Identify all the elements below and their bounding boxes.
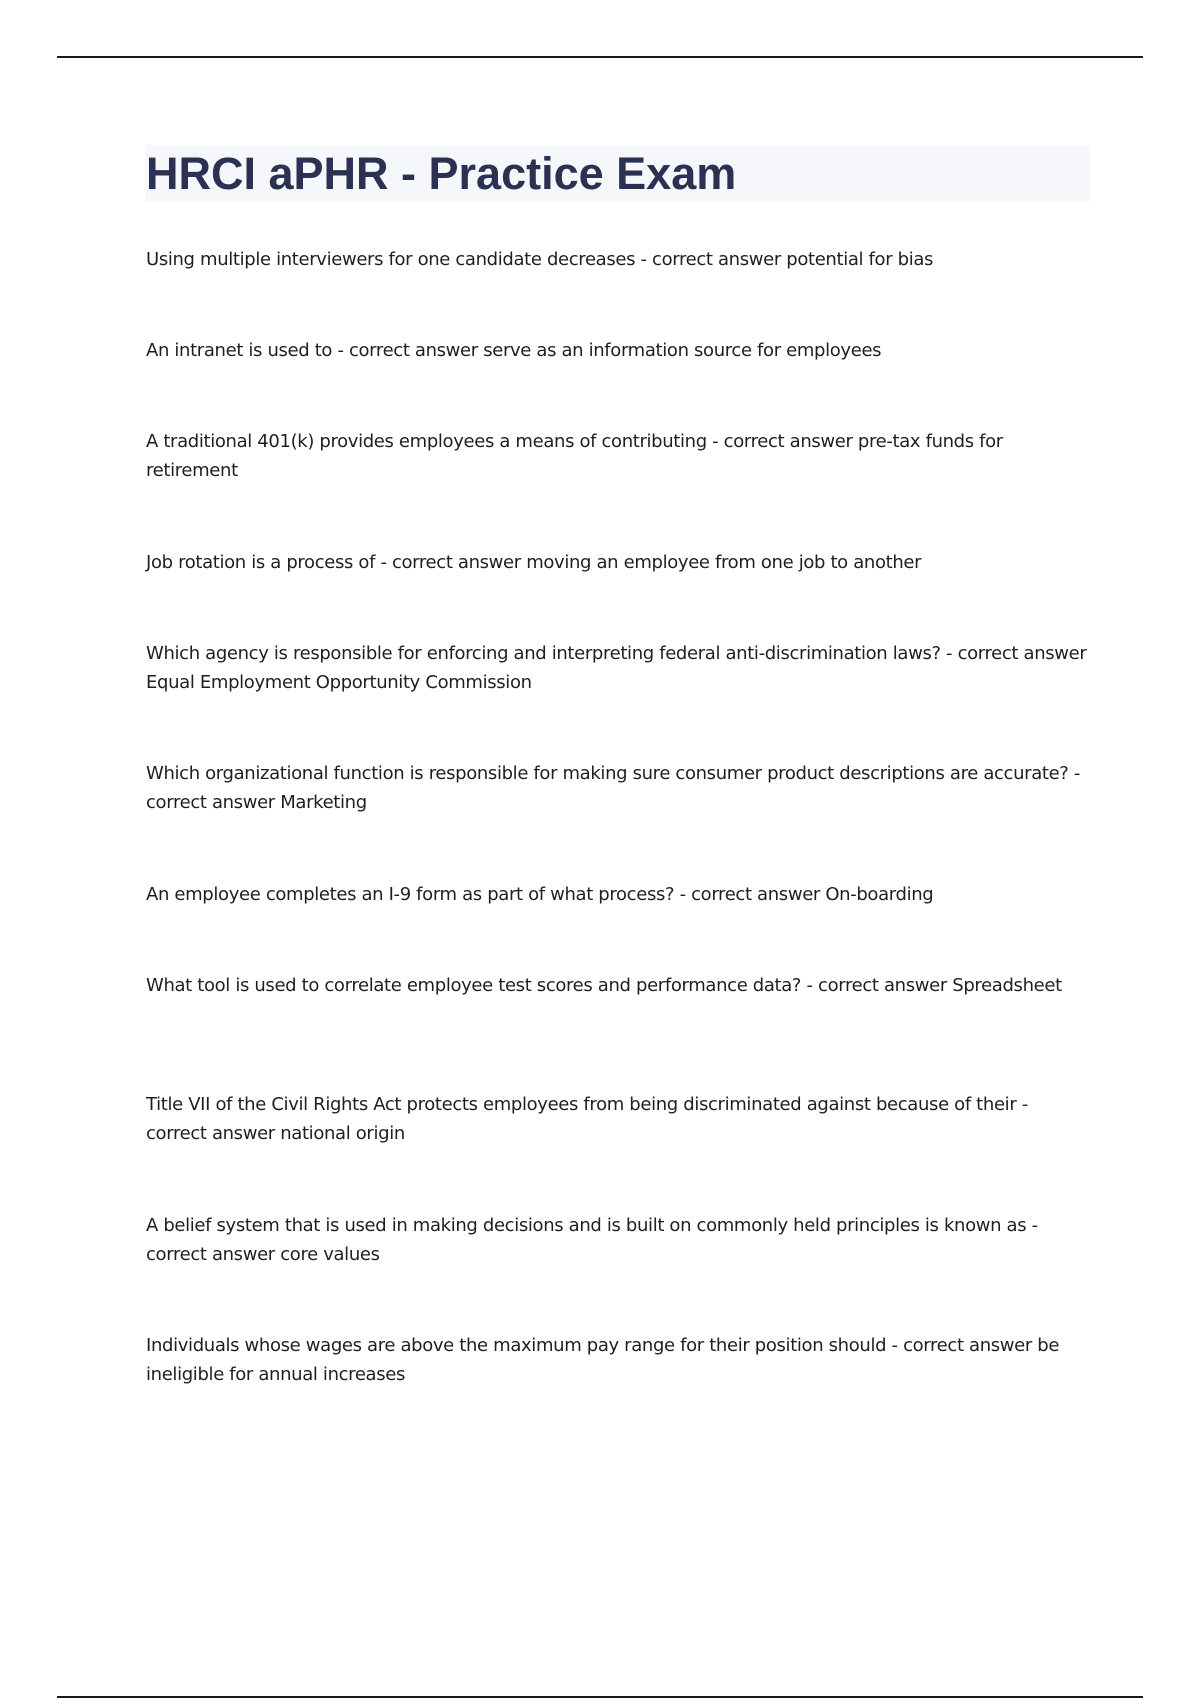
qa-item-1: Using multiple interviewers for one candidate decreases - correct answer potential for bias: [146, 249, 934, 270]
qa-item-5: Which agency is responsible for enforcing and interpreting federal anti-discrimination laws? - correct answer Equal Employment Opportunity Commission: [146, 643, 1087, 693]
qa-item-10: A belief system that is used in making decisions and is built on commonly held principles is known as - correct answer core values: [146, 1215, 1038, 1265]
qa-item-6: Which organizational function is responsible for making sure consumer product descriptions are accurate? - correct answer Marketing: [146, 763, 1081, 813]
qa-item-3: A traditional 401(k) provides employees a means of contributing - correct answer pre-tax funds for retirement: [146, 431, 1003, 481]
qa-item-7: An employee completes an I-9 form as part of what process? - correct answer On-boarding: [146, 884, 934, 905]
qa-item-4: Job rotation is a process of - correct answer moving an employee from one job to another: [146, 552, 922, 573]
top-rule: [57, 56, 1143, 58]
document-title: HRCI aPHR - Practice Exam: [146, 148, 737, 199]
bottom-rule: [57, 1696, 1143, 1698]
qa-item-2: An intranet is used to - correct answer serve as an information source for employees: [146, 340, 882, 361]
qa-item-11: Individuals whose wages are above the maximum pay range for their position should - correct answer be ineligible for annual increases: [146, 1335, 1060, 1385]
qa-item-8: What tool is used to correlate employee test scores and performance data? - correct answer Spreadsheet: [146, 975, 1062, 996]
qa-item-9: Title VII of the Civil Rights Act protects employees from being discriminated against because of their - correct answer national origin: [146, 1094, 1028, 1144]
